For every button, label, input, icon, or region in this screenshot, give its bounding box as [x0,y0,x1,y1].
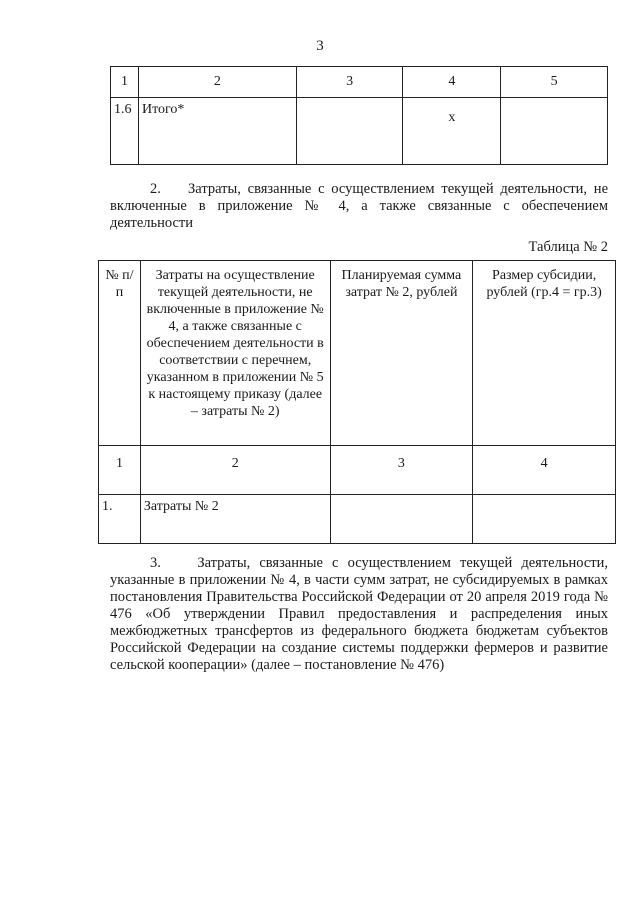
section-number: 2. [150,181,161,197]
section-2-paragraph [110,181,608,232]
header-cell: 5 [501,67,608,98]
column-number: 2 [140,446,330,495]
table-caption: Таблица № 2 [528,239,608,255]
table-row [99,495,616,544]
header-cell: 2 [138,67,296,98]
table-row-total [111,98,608,165]
table-header-row [111,67,608,98]
costs-table [98,260,616,544]
page-number: 3 [316,38,324,54]
table-header-row [99,261,616,446]
row-cell [501,98,608,165]
column-number: 4 [473,446,616,495]
row-cell: x [403,98,501,165]
column-number: 1 [99,446,141,495]
column-number: 3 [330,446,473,495]
row-cell [473,495,616,544]
column-numbers-row [99,446,616,495]
header-cell: Планируемая сумма затрат № 2, рублей [330,261,473,446]
continued-table [110,66,608,165]
header-cell: 3 [296,67,403,98]
row-number: 1.6 [111,98,139,165]
section-text: Затраты, связанные с осуществлением текущей деятельности, не включенные в приложение № 4, а также связанные с обеспечением деятельности [110,181,609,231]
row-cell [296,98,403,165]
row-label: Затраты № 2 [140,495,330,544]
header-cell: 4 [403,67,501,98]
header-cell: Затраты на осуществление текущей деятельности, не включенные в приложение № 4, а также связанные с обеспечением деятельности в соответствии с перечнем, указанном в приложении № 5 к настоящему приказу (далее – затраты № 2) [140,261,330,446]
header-cell: 1 [111,67,139,98]
row-number: 1. [99,495,141,544]
header-cell: № п/п [99,261,141,446]
header-cell: Размер субсидии, рублей (гр.4 = гр.3) [473,261,616,446]
section-number: 3. [150,555,161,571]
section-text: Затраты, связанные с осуществлением текущей деятельности, указанные в приложении № 4, в части сумм затрат, не субсидируемых в рамках постановления Правительства Российской Федерации от 20 апреля 2019 года № 476 «Об утверждении Правил предоставления и распределения иных межбюджетных трансфертов из федерального бюджета бюджетам субъектов Российской Федерации на создание системы поддержки фермеров и развитие сельской кооперации» (далее – постановление № 476) [110,555,608,673]
row-cell [330,495,473,544]
row-label: Итого* [138,98,296,165]
section-3-paragraph [110,555,608,674]
